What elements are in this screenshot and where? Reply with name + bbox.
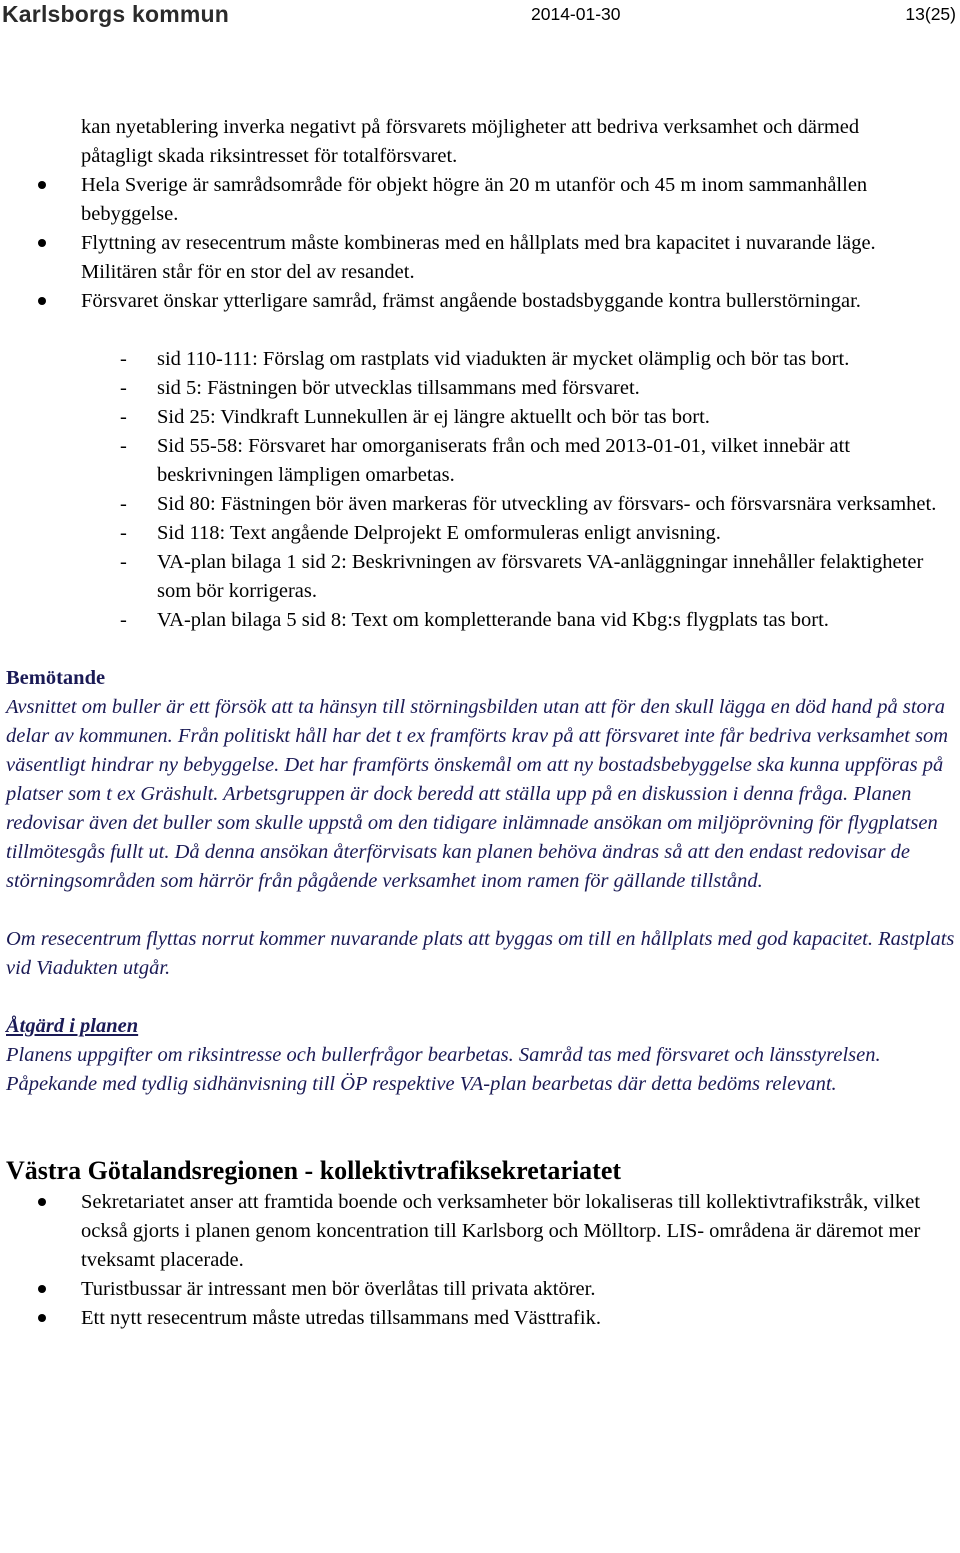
page-reference-list <box>0 345 960 635</box>
list-item-text: Sekretariatet anser att framtida boende och verksamheter bör lokaliseras till kollektivtrafikstråk, vilket också gjorts i planen genom koncentration till Karlsborg och Mölltorp. LIS- områdena är däremot mer tveksamt placerade. <box>81 1191 921 1271</box>
response-paragraph: Avsnittet om buller är ett försök att ta hänsyn till störningsbilden utan att för den skull lägga en död hand på stora delar av kommunen. Från politiskt håll har det t ex framförts krav på att försvaret inte får bedriva verksamhet som väsentligt hindrar ny bebyggelse. Det har framförts önskemål om att ny bostadsbebyggelse ska kunna uppföras på platser som t ex Gräshult. Arbetsgruppen är dock beredd att ställa upp på en diskussion i denna fråga. Planen redovisar även det buller som skulle uppstå om den tidigare inlämnade ansökan om miljöprövning för flygplatsen tillmötesgås fullt ut. Då denna ansökan återförvisats kan planen behöva ändras så att den endast redovisar de störningsområden som härrör från pågående verksamhet inom ramen för gällande tillstånd. <box>6 696 949 892</box>
list-item <box>120 374 958 403</box>
list-item-text: kan nyetablering inverka negativt på försvarets möjligheter att bedriva verksamhet och därmed påtagligt skada riksintresset för totalförsvaret. <box>81 116 860 167</box>
list-item-text: Försvaret önskar ytterligare samråd, främst angående bostadsbyggande kontra bullerstörningar. <box>81 290 861 312</box>
document-body <box>0 113 960 1333</box>
list-item <box>120 490 958 519</box>
spacer <box>6 983 956 1012</box>
dash-icon: - <box>120 493 127 515</box>
list-item-text: Sid 55-58: Försvaret har omorganiserats från och med 2013-01-01, vilket innebär att beskrivningen lämpligen omarbetas. <box>157 435 851 486</box>
spacer <box>0 635 960 664</box>
list-item-text: Flyttning av resecentrum måste kombineras med en hållplats med bra kapacitet i nuvarande läge. Militären står för en stor del av resandet. <box>81 232 876 283</box>
dash-icon: - <box>120 522 127 544</box>
response-section <box>0 664 960 1099</box>
dash-icon: - <box>120 551 127 573</box>
list-item-text: Sid 80: Fästningen bör även markeras för utveckling av försvars- och försvarsnära verksamhet. <box>157 493 937 515</box>
list-item-text: sid 110-111: Förslag om rastplats vid viadukten är mycket olämplig och bör tas bort. <box>157 348 850 370</box>
page-number: 13(25) <box>905 4 956 24</box>
dash-icon: - <box>120 406 127 428</box>
page-header <box>0 0 960 32</box>
list-item <box>81 171 920 229</box>
list-item-text: Sid 25: Vindkraft Lunnekullen är ej längre aktuellt och bör tas bort. <box>157 406 710 428</box>
list-item <box>120 432 958 490</box>
section-heading: Åtgärd i planen <box>6 1015 139 1037</box>
bullet-icon <box>38 1285 46 1293</box>
list-item <box>81 287 920 316</box>
list-item <box>81 1275 930 1304</box>
list-item <box>120 345 958 374</box>
list-item <box>81 1188 930 1275</box>
bullet-icon <box>38 297 46 305</box>
list-item-text: Hela Sverige är samrådsområde för objekt högre än 20 m utanför och 45 m inom sammanhållen bebyggelse. <box>81 174 868 225</box>
list-item <box>120 606 958 635</box>
bullet-icon <box>38 1198 46 1206</box>
dash-icon: - <box>120 377 127 399</box>
list-item-text: VA-plan bilaga 5 sid 8: Text om kompletterande bana vid Kbg:s flygplats tas bort. <box>157 609 829 631</box>
list-item-text: Sid 118: Text angående Delprojekt E omformuleras enligt anvisning. <box>157 522 721 544</box>
list-item-text: VA-plan bilaga 1 sid 2: Beskrivningen av försvarets VA-anläggningar innehåller felaktigheter som bör korrigeras. <box>157 551 924 602</box>
document-date: 2014-01-30 <box>531 4 621 24</box>
bullet-list-forsvaret <box>0 113 960 316</box>
action-paragraph: Planens uppgifter om riksintresse och bullerfrågor bearbetas. Samråd tas med försvaret och länsstyrelsen. Påpekande med tydlig sidhänvisning till ÖP respektive VA-plan bearbetas där detta bedöms relevant. <box>6 1044 881 1095</box>
municipality-logo: Karlsborgs kommun <box>2 1 230 27</box>
section-heading: Bemötande <box>6 667 106 689</box>
organization-heading: Västra Götalandsregionen - kollektivtrafiksekretariatet <box>6 1156 622 1185</box>
dash-icon: - <box>120 435 127 457</box>
bullet-icon <box>38 239 46 247</box>
bullet-icon <box>38 1314 46 1322</box>
spacer <box>6 896 956 925</box>
list-item <box>81 1304 930 1333</box>
list-item-text: Turistbussar är intressant men bör överlåtas till privata aktörer. <box>81 1278 596 1300</box>
list-item <box>81 229 920 287</box>
bullet-list-vgr <box>0 1188 960 1333</box>
list-item-text: Ett nytt resecentrum måste utredas tillsammans med Västtrafik. <box>81 1307 601 1329</box>
dash-icon: - <box>120 348 127 370</box>
list-item <box>120 548 958 606</box>
bullet-icon <box>38 181 46 189</box>
list-item <box>120 403 958 432</box>
list-item-text: sid 5: Fästningen bör utvecklas tillsammans med försvaret. <box>157 377 640 399</box>
list-item-continuation <box>81 113 920 171</box>
response-paragraph: Om resecentrum flyttas norrut kommer nuvarande plats att byggas om till en hållplats med god kapacitet. Rastplats vid Viadukten utgår. <box>6 928 955 979</box>
list-item <box>120 519 958 548</box>
dash-icon: - <box>120 609 127 631</box>
